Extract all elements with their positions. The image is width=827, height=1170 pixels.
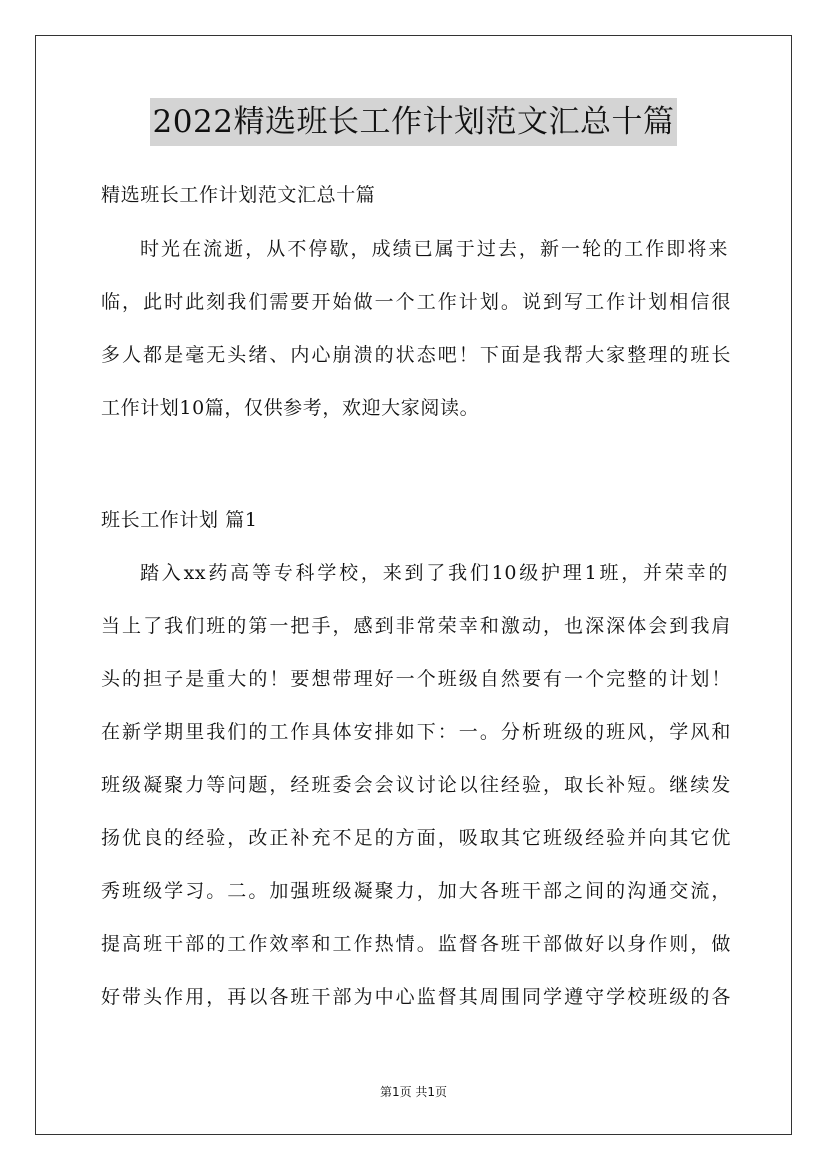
section-line-7: 秀班级学习。二。加强班级凝聚力，加大各班干部之间的沟通交流， [101,880,731,902]
intro-line-1: 时光在流逝，从不停歇，成绩已属于过去，新一轮的工作即将来 [140,238,728,260]
intro-line-2: 临，此时此刻我们需要开始做一个工作计划。说到写工作计划相信很 [101,291,731,313]
page-footer: 第1页 共1页 [379,1085,448,1099]
intro-line-4: 工作计划10篇，仅供参考，欢迎大家阅读。 [101,397,480,419]
section-line-8: 提高班干部的工作效率和工作热情。监督各班干部做好以身作则，做 [101,933,731,955]
document-title: 2022精选班长工作计划范文汇总十篇 [150,98,678,146]
document-subtitle: 精选班长工作计划范文汇总十篇 [101,184,376,206]
section-line-3: 头的担子是重大的！要想带理好一个班级自然要有一个完整的计划！ [101,668,731,690]
section-heading: 班长工作计划 篇1 [101,509,258,531]
section-line-2: 当上了我们班的第一把手，感到非常荣幸和激动，也深深体会到我肩 [101,615,731,637]
section-line-9: 好带头作用，再以各班干部为中心监督其周围同学遵守学校班级的各 [101,986,731,1008]
intro-line-3: 多人都是毫无头绪、内心崩溃的状态吧！下面是我帮大家整理的班长 [101,344,731,366]
title-container [0,98,827,146]
section-line-1: 踏入xx药高等专科学校，来到了我们10级护理1班，并荣幸的 [140,562,728,584]
section-line-6: 扬优良的经验，改正补充不足的方面，吸取其它班级经验并向其它优 [101,827,731,849]
section-line-5: 班级凝聚力等问题，经班委会会议讨论以往经验，取长补短。继续发 [101,774,731,796]
section-line-4: 在新学期里我们的工作具体安排如下：一。分析班级的班风，学风和 [101,721,731,743]
